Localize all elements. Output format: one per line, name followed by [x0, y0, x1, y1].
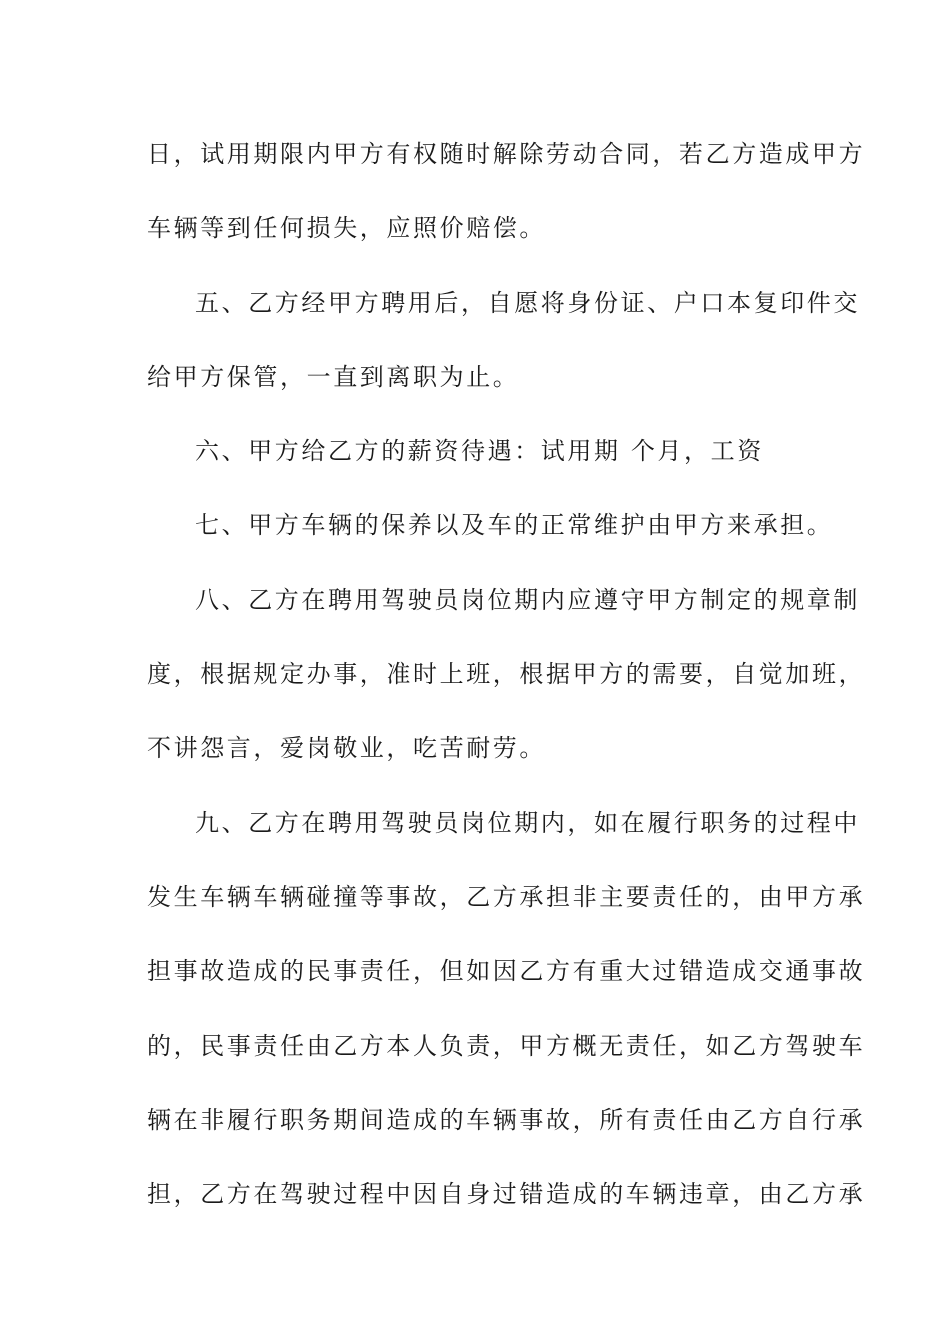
- paragraph-6: 六、甲方给乙方的薪资待遇：试用期 个月，工资: [195, 437, 764, 465]
- text-line: 不讲怨言，爱岗敬业，吃苦耐劳。: [147, 734, 546, 762]
- text-line: 发生车辆车辆碰撞等事故，乙方承担非主要责任的，由甲方承: [147, 883, 866, 911]
- paragraph-5-start: 五、乙方经甲方聘用后，自愿将身份证、户口本复印件交: [195, 289, 860, 317]
- text-line: 日，试用期限内甲方有权随时解除劳动合同，若乙方造成甲方: [147, 140, 866, 168]
- text-line: 度，根据规定办事，准时上班，根据甲方的需要，自觉加班，: [147, 660, 866, 688]
- paragraph-8-start: 八、乙方在聘用驾驶员岗位期内应遵守甲方制定的规章制: [195, 586, 860, 614]
- text-line: 车辆等到任何损失，应照价赔偿。: [147, 214, 546, 242]
- text-line: 辆在非履行职务期间造成的车辆事故，所有责任由乙方自行承: [147, 1106, 866, 1134]
- text-line: 担事故造成的民事责任，但如因乙方有重大过错造成交通事故: [147, 957, 866, 985]
- paragraph-9-start: 九、乙方在聘用驾驶员岗位期内，如在履行职务的过程中: [195, 809, 860, 837]
- text-line: 担，乙方在驾驶过程中因自身过错造成的车辆违章，由乙方承: [147, 1180, 866, 1208]
- paragraph-7: 七、甲方车辆的保养以及车的正常维护由甲方来承担。: [195, 511, 834, 539]
- text-line: 给甲方保管，一直到离职为止。: [147, 363, 520, 391]
- text-line: 的，民事责任由乙方本人负责，甲方概无责任，如乙方驾驶车: [147, 1032, 866, 1060]
